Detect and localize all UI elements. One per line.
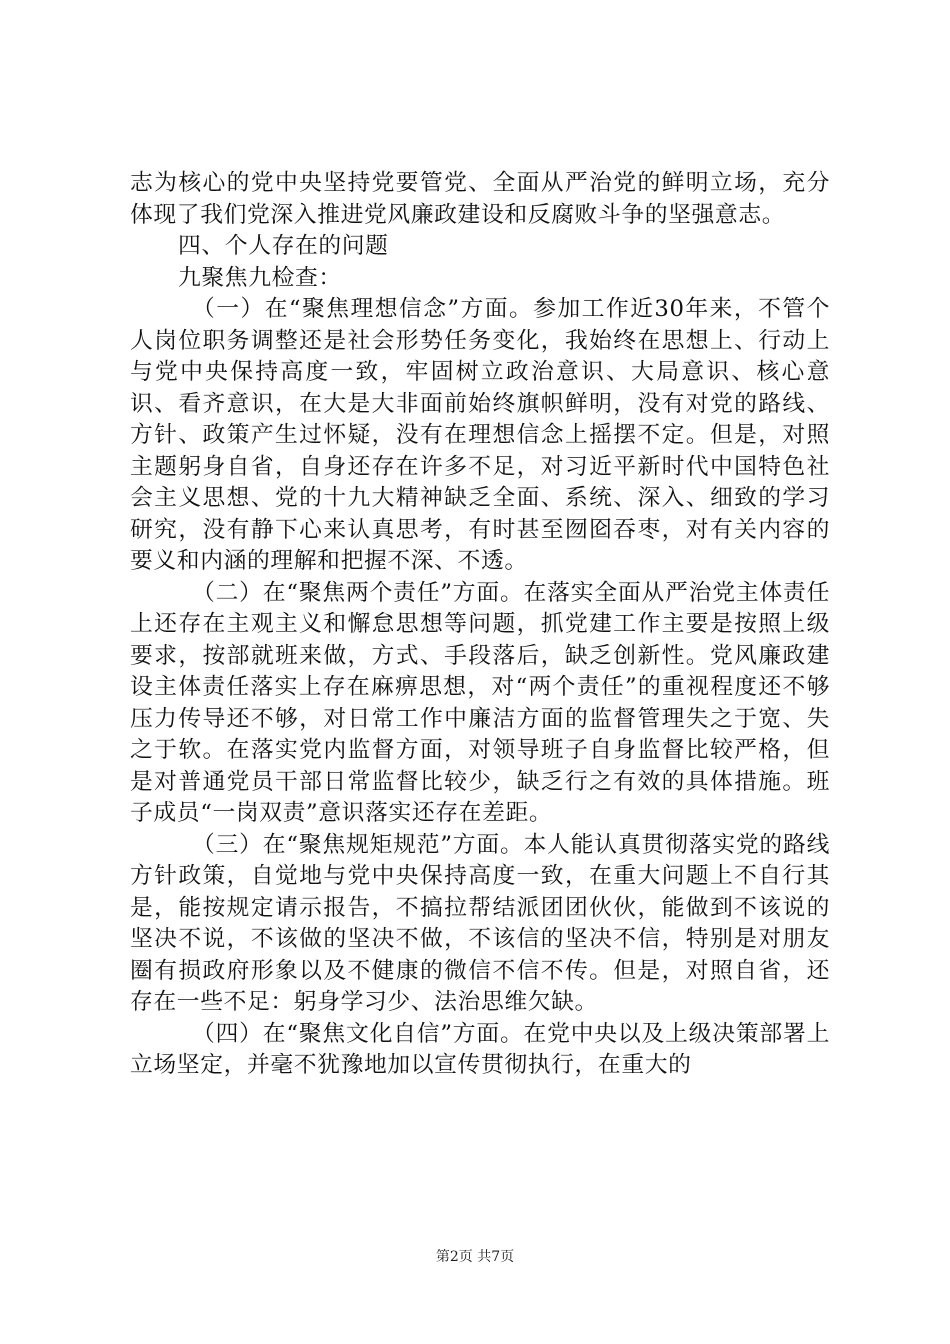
subsection-heading: 九聚焦九检查： <box>178 264 342 291</box>
paragraph-item-1: （一）在“聚焦理想信念”方面。参加工作近30年来，不管个人岗位职务调整还是社会形势任务变化，我始终在思想上、行动上与党中央保持高度一致，牢固树立政治意识、大局意识、核心意识、看齐意识，在大是大非面前始终旗帜鲜明，没有对党的路线、方针、政策产生过怀疑，没有在理想信念上摇摆不定。但是，对照主题躬身自省，自身还存在许多不足，对习近平新时代中国特色社会主义思想、党的十九大精神缺乏全面、系统、深入、细致的学习研究，没有静下心来认真思考，有时甚至囫囵吞枣，对有关内容的要义和内涵的理解和把握不深、不透。 <box>130 296 830 574</box>
paragraph-item-3: （三）在“聚焦规矩规范”方面。本人能认真贯彻落实党的路线方针政策，自觉地与党中央保持高度一致，在重大问题上不自行其是，能按规定请示报告，不搞拉帮结派团团伙伙，能做到不该说的坚决不说，不该做的坚决不做，不该信的坚决不信，特别是对朋友圈有损政府形象以及不健康的微信不信不传。但是，对照自省，还存在一些不足：躬身学习少、法治思维欠缺。 <box>130 831 830 1015</box>
paragraph-continuation: 志为核心的党中央坚持党要管党、全面从严治党的鲜明立场，充分体现了我们党深入推进党风廉政建设和反腐败斗争的坚强意志。 <box>130 170 830 228</box>
paragraph-item-2: （二）在“聚焦两个责任”方面。在落实全面从严治党主体责任上还存在主观主义和懈怠思想等问题，抓党建工作主要是按照上级要求，按部就班来做，方式、手段落后，缺乏创新性。党风廉政建设主体责任落实上存在麻痹思想，对“两个责任”的重视程度还不够压力传导还不够，对日常工作中廉洁方面的监督管理失之于宽、失之于软。在落实党内监督方面，对领导班子自身监督比较严格，但是对普通党员干部日常监督比较少，缺乏行之有效的具体措施。班子成员“一岗双责”意识落实还存在差距。 <box>130 579 830 826</box>
section-heading: 四、个人存在的问题 <box>178 233 389 259</box>
paragraph-item-4: （四）在“聚焦文化自信”方面。在党中央以及上级决策部署上立场坚定，并毫不犹豫地加以宣传贯彻执行，在重大的 <box>130 1020 830 1078</box>
document-body <box>130 168 830 1082</box>
page-number-footer: 第2页 共7页 <box>435 1249 515 1265</box>
